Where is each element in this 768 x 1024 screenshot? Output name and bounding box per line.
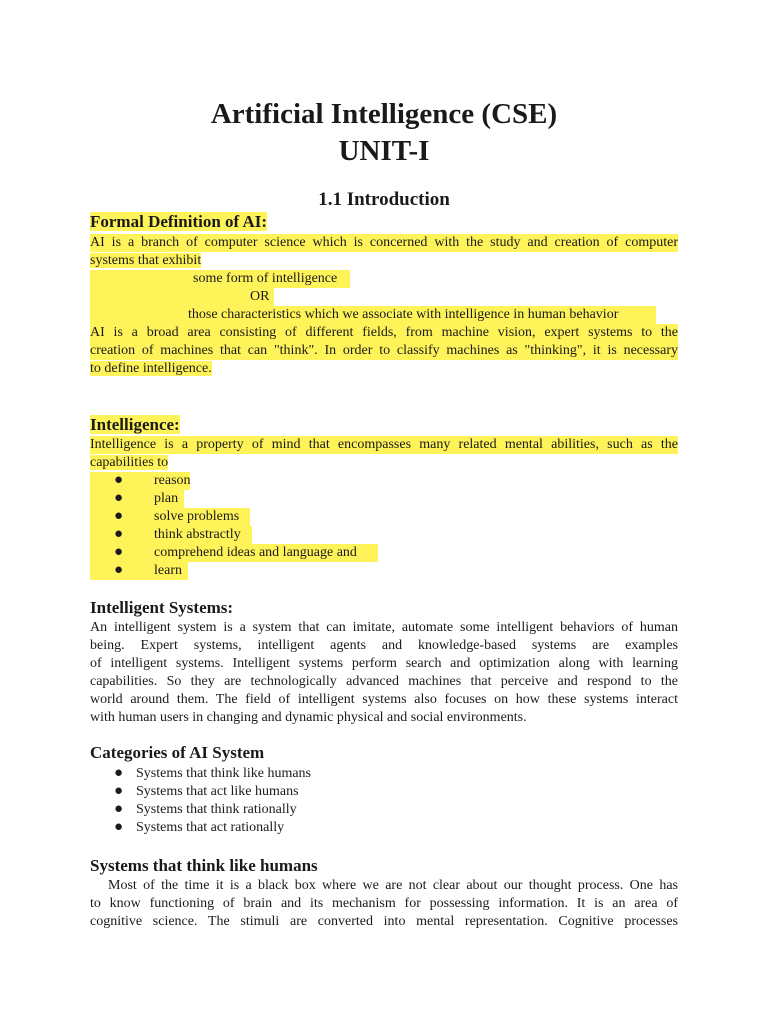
formal-line-8: to define intelligence. (90, 361, 212, 376)
bullet-icon: ● (114, 765, 124, 781)
bullet-icon: ● (114, 544, 124, 560)
bullet-icon: ● (114, 472, 124, 488)
bullet-icon: ● (114, 490, 124, 506)
list-item: plan (154, 491, 179, 506)
intelligent-systems-heading: Intelligent Systems: (90, 598, 234, 617)
formal-line-1: AI is a branch of computer science which is concerned with the study and creation of computer (90, 235, 678, 250)
bullet-icon: ● (114, 783, 124, 799)
doc-title: Artificial Intelligence (CSE) (210, 98, 558, 130)
formal-line-6: AI is a broad area consisting of different fields, from machine vision, expert systems to the (90, 325, 678, 340)
section-title: 1.1 Introduction (318, 189, 450, 210)
systems-line-3: of intelligent systems. Intelligent systems perform search and optimization along with learning (90, 656, 678, 671)
think-line-2: to know functioning of brain and its mechanism for possessing information. It is an area of (90, 896, 678, 911)
bullet-icon: ● (114, 801, 124, 817)
systems-line-1: An intelligent system is a system that can imitate, automate some intelligent behaviors of human (90, 620, 678, 635)
list-item: Systems that think like humans (136, 766, 311, 781)
bullet-icon: ● (114, 562, 124, 578)
systems-line-2: being. Expert systems, intelligent agents and knowledge-based systems are examples (90, 638, 678, 653)
bullet-icon: ● (114, 508, 124, 524)
formal-line-5: those characteristics which we associate with intelligence in human behavior (188, 307, 619, 322)
systems-line-4: capabilities. So they are technologically advanced machines that perceive and respond to the (90, 674, 678, 689)
formal-line-7: creation of machines that can "think". In order to classify machines as "thinking", it is necessary (90, 343, 678, 358)
formal-line-4: OR (250, 289, 270, 304)
list-item: Systems that act rationally (136, 820, 285, 835)
formal-definition-heading: Formal Definition of AI: (90, 212, 268, 231)
list-item: Systems that act like humans (136, 784, 299, 799)
highlight-band (90, 288, 274, 306)
list-item: Systems that think rationally (136, 802, 297, 817)
think-line-1: Most of the time it is a black box where we are not clear about our thought process. One has (108, 878, 678, 893)
list-item: reason (154, 473, 191, 488)
intelligence-heading: Intelligence: (90, 415, 180, 434)
list-item: comprehend ideas and language and (154, 545, 357, 560)
formal-line-2: systems that exhibit (90, 253, 202, 268)
think-like-humans-heading: Systems that think like humans (90, 856, 318, 875)
intelligence-line-2: capabilities to (90, 455, 169, 470)
bullet-icon: ● (114, 819, 124, 835)
bullet-icon: ● (114, 526, 124, 542)
think-line-3: cognitive science. The stimuli are converted into mental representation. Cognitive processes (90, 914, 678, 929)
intelligence-line-1: Intelligence is a property of mind that encompasses many related mental abilities, such as the (90, 437, 678, 452)
systems-line-6: with human users in changing and dynamic physical and social environments. (90, 710, 527, 725)
list-item: solve problems (154, 509, 240, 524)
formal-line-3: some form of intelligence (193, 271, 338, 286)
categories-heading: Categories of AI System (90, 743, 265, 762)
list-item: think abstractly (154, 527, 241, 542)
systems-line-5: world around them. The field of intelligent systems also focuses on how these systems interact (90, 692, 678, 707)
list-item: learn (154, 563, 182, 578)
doc-unit: UNIT-I (338, 135, 430, 167)
